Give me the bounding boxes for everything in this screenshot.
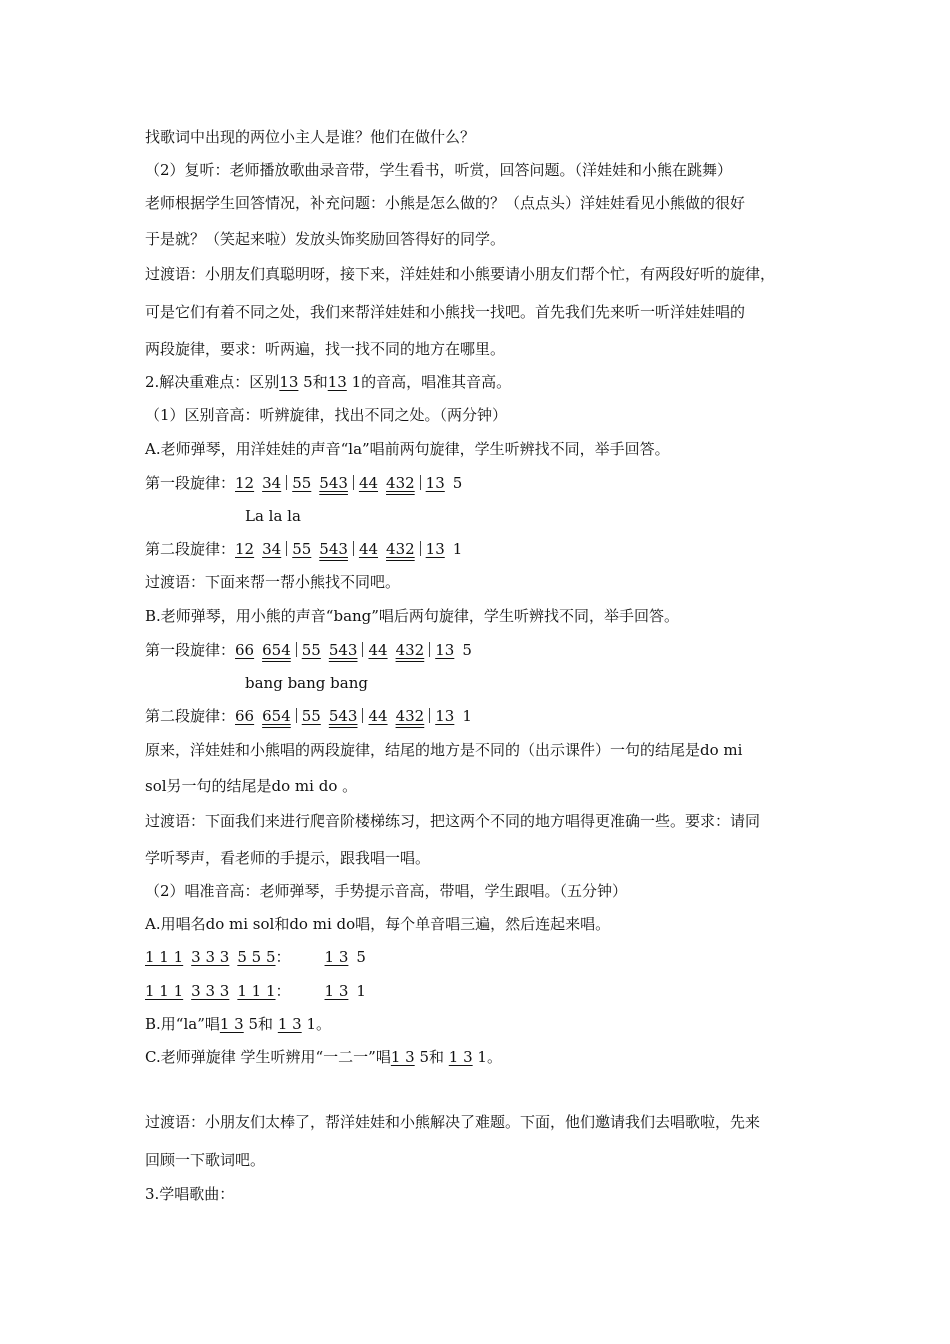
notation: 1 3: [277, 1015, 302, 1033]
note-group: 1 3: [324, 948, 349, 966]
paragraph-line: A.用唱名do mi sol和do mi do唱，每个单音唱三遍，然后连起来唱。: [145, 915, 611, 933]
note-group: 12: [235, 540, 255, 558]
notation: 13: [279, 373, 299, 391]
note-group: 34: [262, 540, 282, 558]
note-group: 44: [358, 540, 379, 558]
note-group: 1 1 1: [145, 948, 184, 966]
bar-line: [420, 475, 421, 490]
melody-line: [145, 539, 462, 559]
paragraph-line: sol另一句的结尾是do mi do 。: [145, 777, 358, 795]
text: 5和: [243, 1015, 278, 1033]
bar-line: [296, 642, 297, 657]
note-group: 5 5 5: [237, 948, 276, 966]
paragraph-line: 过渡语：小朋友们真聪明呀，接下来，洋娃娃和小熊要请小朋友们帮个忙，有两段好听的旋律，: [145, 265, 776, 283]
note-group: 654: [262, 641, 291, 659]
note-group: 34: [262, 474, 282, 492]
note: 1: [462, 707, 472, 725]
section-heading: 3.学唱歌曲：: [145, 1185, 235, 1203]
note-group: 3 3 3: [191, 948, 230, 966]
text: 5和: [414, 1048, 449, 1066]
paragraph-line: 回顾一下歌词吧。: [145, 1151, 266, 1169]
note-group: 543: [328, 707, 358, 725]
separator: ：: [275, 982, 291, 1000]
note-group: 44: [358, 474, 379, 492]
bar-line: [362, 708, 363, 723]
note-group: 55: [292, 474, 312, 492]
bar-line: [429, 642, 430, 657]
lyrics-line: La la la: [245, 507, 301, 525]
note-group: 13: [435, 641, 455, 659]
note-group: 13: [435, 707, 455, 725]
note-group: 66: [235, 707, 255, 725]
note-group: 55: [292, 540, 312, 558]
paragraph-line: A.老师弹琴，用洋娃娃的声音“la”唱前两句旋律，学生听辨找不同，举手回答。: [145, 440, 670, 458]
paragraph-line: （2）复听：老师播放歌曲录音带，学生看书，听赏，回答问题。（洋娃娃和小熊在跳舞）: [145, 161, 733, 179]
drill-row: [145, 981, 366, 1001]
bar-line: [420, 541, 421, 556]
notation: 13: [327, 373, 347, 391]
text: 5和: [298, 373, 328, 391]
notation: 1 3: [390, 1048, 415, 1066]
bar-line: [429, 708, 430, 723]
bar-line: [353, 475, 354, 490]
text: B.用“la”唱: [145, 1015, 220, 1033]
note-group: 432: [386, 540, 415, 558]
bar-line: [286, 475, 287, 490]
melody-label: 第一段旋律：: [145, 474, 236, 492]
notation: 1 3: [219, 1015, 244, 1033]
paragraph-line: （1）区别音高：听辨旋律，找出不同之处。（两分钟）: [145, 406, 508, 424]
note-group: 55: [301, 641, 321, 659]
paragraph-line: 学听琴声，看老师的手提示，跟我唱一唱。: [145, 849, 431, 867]
note-group: 543: [328, 641, 358, 659]
melody-line: [145, 706, 472, 726]
note-group: 543: [319, 540, 348, 558]
paragraph-line: 过渡语：下面来帮一帮小熊找不同吧。: [145, 573, 401, 591]
note-group: 543: [319, 474, 348, 492]
note-group: 432: [386, 474, 415, 492]
note-group: 12: [235, 474, 255, 492]
note-group: 1 1 1: [145, 982, 184, 1000]
note-group: 44: [368, 707, 388, 725]
note: 5: [452, 474, 463, 492]
bar-line: [353, 541, 354, 556]
lyrics-line: bang bang bang: [245, 674, 368, 692]
note-group: 3 3 3: [191, 982, 230, 1000]
bar-line: [362, 642, 363, 657]
paragraph-line: 老师根据学生回答情况，补充问题：小熊是怎么做的？（点点头）洋娃娃看见小熊做的很好: [145, 194, 746, 212]
note-group: 654: [262, 707, 291, 725]
melody-label: 第二段旋律：: [145, 540, 236, 558]
paragraph-line: 原来，洋娃娃和小熊唱的两段旋律，结尾的地方是不同的（出示课件）一句的结尾是do mi: [145, 741, 743, 759]
melody-label: 第一段旋律：: [145, 641, 236, 659]
paragraph-line: 于是就？（笑起来啦）发放头饰奖励回答得好的同学。: [145, 230, 506, 248]
note: 5: [356, 948, 366, 966]
note-group: 66: [235, 641, 255, 659]
note-group: 55: [301, 707, 321, 725]
paragraph-line: 找歌词中出现的两位小主人是谁？他们在做什么？: [145, 128, 476, 146]
paragraph-line: B.老师弹琴，用小熊的声音“bang”唱后两句旋律，学生听辨找不同，举手回答。: [145, 607, 679, 625]
note-group: 432: [395, 707, 425, 725]
paragraph-line: 两段旋律，要求：听两遍，找一找不同的地方在哪里。: [145, 340, 506, 358]
note-group: 1 3: [324, 982, 349, 1000]
paragraph-line: [145, 1047, 502, 1067]
text: C.老师弹旋律 学生听辨用“一二一”唱: [145, 1048, 391, 1066]
note: 1: [452, 540, 463, 558]
note: 5: [462, 641, 472, 659]
text: 2.解决重难点：区别: [145, 373, 280, 391]
text: 1。: [472, 1048, 502, 1066]
melody-line: [145, 473, 462, 493]
note-group: 13: [425, 540, 445, 558]
paragraph-line: 过渡语：下面我们来进行爬音阶楼梯练习，把这两个不同的地方唱得更准确一些。要求：请同: [145, 812, 761, 830]
bar-line: [296, 708, 297, 723]
melody-line: [145, 640, 472, 660]
section-heading: [145, 372, 511, 392]
separator: ：: [275, 948, 291, 966]
paragraph-line: 可是它们有着不同之处，我们来帮洋娃娃和小熊找一找吧。首先我们先来听一听洋娃娃唱的: [145, 303, 746, 321]
note-group: 432: [395, 641, 425, 659]
notation: 1 3: [448, 1048, 473, 1066]
note-group: 13: [425, 474, 445, 492]
bar-line: [286, 541, 287, 556]
note: 1: [356, 982, 366, 1000]
paragraph-line: （2）唱准音高：老师弹琴，手势提示音高，带唱，学生跟唱。（五分钟）: [145, 882, 628, 900]
melody-label: 第二段旋律：: [145, 707, 236, 725]
paragraph-line: 过渡语：小朋友们太棒了，帮洋娃娃和小熊解决了难题。下面，他们邀请我们去唱歌啦，先来: [145, 1113, 761, 1131]
drill-row: [145, 947, 366, 967]
paragraph-line: [145, 1014, 331, 1034]
note-group: 44: [368, 641, 388, 659]
text: 1。: [301, 1015, 331, 1033]
text: 1的音高，唱准其音高。: [346, 373, 512, 391]
note-group: 1 1 1: [237, 982, 276, 1000]
